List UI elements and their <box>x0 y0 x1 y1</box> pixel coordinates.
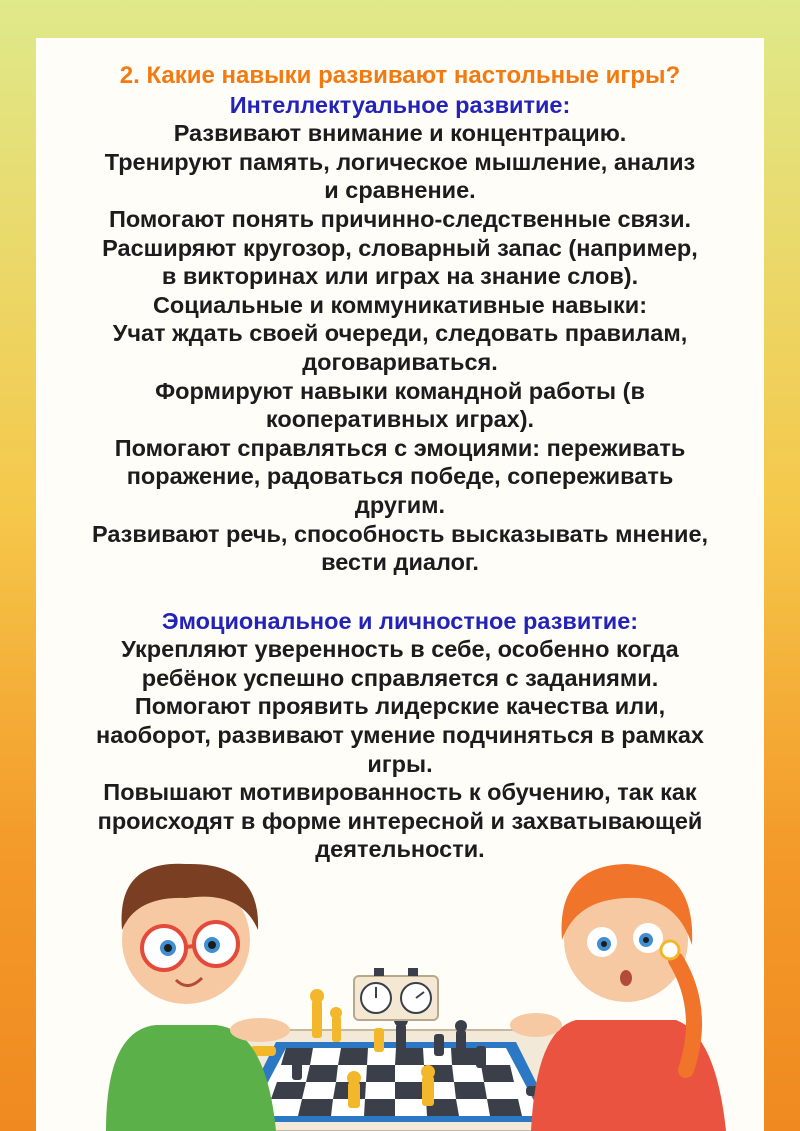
text-line: происходят в форме интересной и захватывающей <box>97 807 703 834</box>
children-playing-chess-illustration <box>36 850 764 1131</box>
text-line: Формируют навыки командной работы (в <box>155 377 645 404</box>
section-heading-intellectual: Интеллектуальное развитие: <box>229 91 571 118</box>
text-line: ребёнок успешно справляется с заданиями. <box>141 664 659 691</box>
text-line: Помогают понять причинно-следственные связи. <box>108 205 692 232</box>
text-line: Повышают мотивированность к обучению, так как <box>103 779 697 806</box>
chess-clock-icon <box>354 968 438 1020</box>
text-line: Тренируют память, логическое мышление, анализ <box>104 148 696 175</box>
text-line: Помогают проявить лидерские качества или, <box>134 693 666 720</box>
document-body <box>36 62 764 864</box>
text-line: Расширяют кругозор, словарный запас (например, <box>102 234 698 261</box>
text-line: в викторинах или играх на знание слов). <box>161 263 639 290</box>
text-line: Развивают внимание и концентрацию. <box>173 120 627 147</box>
text-line: деятельности. <box>315 836 485 863</box>
text-line: Помогают справляться с эмоциями: переживать <box>114 434 686 461</box>
text-line: Социальные и коммуникативные навыки: <box>152 291 648 318</box>
text-line: и сравнение. <box>324 177 476 204</box>
girl-icon <box>510 864 726 1131</box>
text-line: Укрепляют уверенность в себе, особенно когда <box>121 636 679 663</box>
section-spacer <box>36 577 764 607</box>
text-line: вести диалог. <box>321 549 479 576</box>
text-line: Развивают речь, способность высказывать мнение, <box>91 520 709 547</box>
text-line: кооперативных играх). <box>265 406 535 433</box>
text-line: другим. <box>354 491 446 518</box>
page-title: 2. Какие навыки развивают настольные игры? <box>119 62 681 89</box>
text-line: Учат ждать своей очереди, следовать правилам, <box>112 320 688 347</box>
boy-icon <box>106 864 290 1131</box>
text-line: наоборот, развивают умение подчиняться в рамках <box>96 722 704 749</box>
text-line: договариваться. <box>302 348 498 375</box>
text-line: игры. <box>367 750 433 777</box>
text-line: поражение, радоваться победе, сопереживать <box>126 463 674 490</box>
section-heading-emotional: Эмоциональное и личностное развитие: <box>161 607 639 634</box>
